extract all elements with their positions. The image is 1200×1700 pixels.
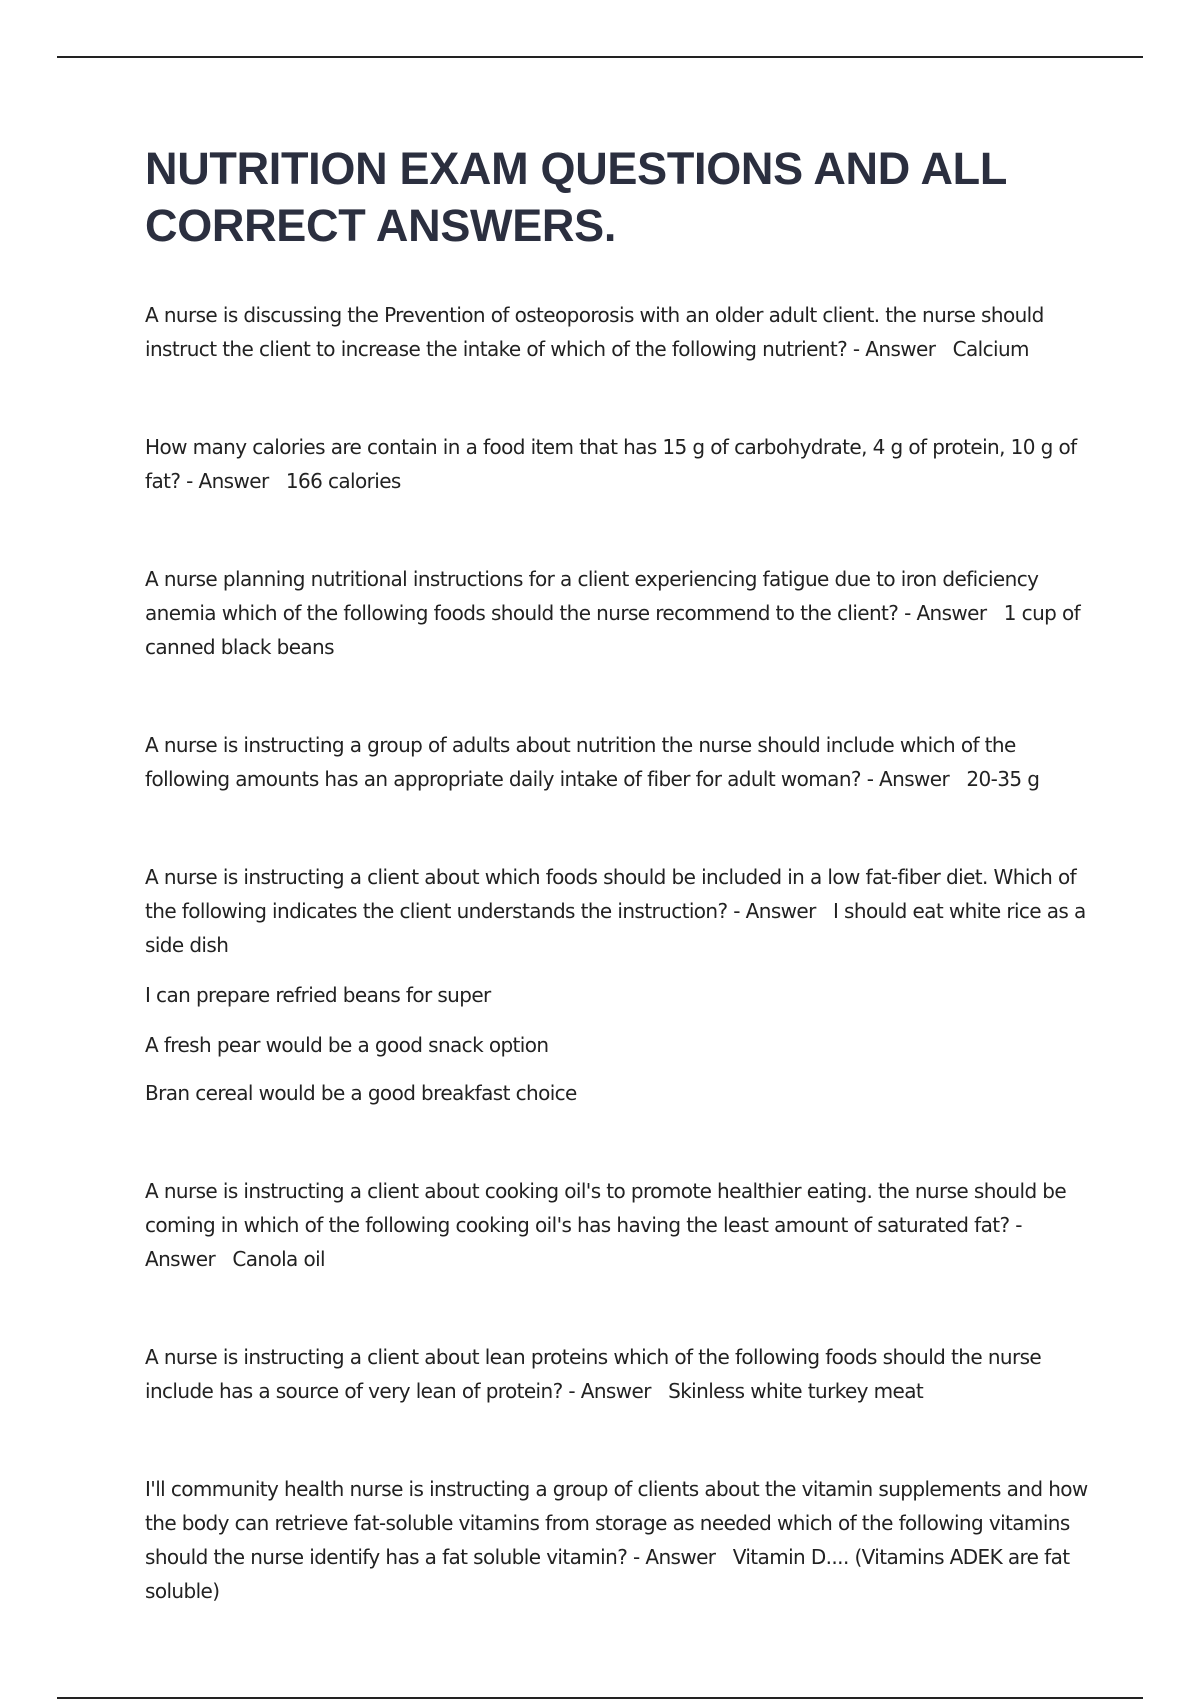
qa-item-6 bbox=[145, 1174, 1090, 1276]
answer-text: Vitamin D.... (Vitamins ADEK are fat soluble) bbox=[145, 1545, 1070, 1603]
answer-text: Calcium bbox=[952, 337, 1029, 361]
question-text: How many calories are contain in a food item that has 15 g of carbohydrate, 4 g of protein, 10 g of fat? bbox=[145, 435, 1077, 493]
question-text: A nurse is instructing a client about which foods should be included in a low fat-fiber diet. Which of the following indicates the client understands the instruction? bbox=[145, 865, 1077, 923]
qa-item-7 bbox=[145, 1340, 1090, 1408]
answer-text: 166 calories bbox=[285, 469, 401, 493]
answer-label: - Answer bbox=[733, 899, 816, 923]
question-text: A nurse planning nutritional instructions for a client experiencing fatigue due to iron deficiency anemia which of the following foods should the nurse recommend to the client? bbox=[145, 567, 1039, 625]
answer-option-line: A fresh pear would be a good snack option bbox=[145, 1033, 549, 1057]
qa-item-5 bbox=[145, 860, 1090, 962]
answer-option-line: Bran cereal would be a good breakfast choice bbox=[145, 1081, 577, 1105]
question-text: I'll community health nurse is instructing a group of clients about the vitamin supplements and how the body can retrieve fat-soluble vitamins from storage as needed which of the following vitamins should the nurse identify has a fat soluble vitamin? bbox=[145, 1477, 1088, 1569]
question-text: A nurse is instructing a group of adults about nutrition the nurse should include which of the following amounts has an appropriate daily intake of fiber for adult woman? bbox=[145, 733, 1016, 791]
top-rule bbox=[57, 56, 1143, 58]
answer-label: - Answer bbox=[852, 337, 936, 361]
qa-item-8 bbox=[145, 1472, 1090, 1608]
answer-label: - Answer bbox=[866, 767, 950, 791]
qa-item-4 bbox=[145, 728, 1090, 796]
answer-text: I should eat white rice as a side dish bbox=[145, 899, 1086, 957]
bottom-rule bbox=[57, 1697, 1143, 1699]
answer-label: - Answer bbox=[568, 1379, 651, 1403]
answer-text: 20-35 g bbox=[966, 767, 1040, 791]
page-title: NUTRITION EXAM QUESTIONS AND ALL CORRECT ANSWERS. bbox=[145, 143, 1007, 251]
answer-label: - Answer bbox=[632, 1545, 716, 1569]
answer-label: - Answer bbox=[904, 601, 987, 625]
question-text: A nurse is instructing a client about cooking oil's to promote healthier eating. the nurse should be coming in which of the following cooking oil's has having the least amount of saturated fat? bbox=[145, 1179, 1067, 1237]
document-body bbox=[145, 140, 1090, 1608]
question-text: A nurse is discussing the Prevention of osteoporosis with an older adult client. the nurse should instruct the client to increase the intake of which of the following nutrient? bbox=[145, 303, 1044, 361]
qa-item-1 bbox=[145, 298, 1090, 366]
question-text: A nurse is instructing a client about lean proteins which of the following foods should the nurse include has a source of very lean of protein? bbox=[145, 1345, 1042, 1403]
qa-item-3 bbox=[145, 562, 1090, 664]
answer-option-line: I can prepare refried beans for super bbox=[145, 983, 491, 1007]
answer-label: - Answer bbox=[186, 469, 269, 493]
answer-label: - Answer bbox=[145, 1213, 1022, 1271]
answer-text: Skinless white turkey meat bbox=[668, 1379, 924, 1403]
qa-item-2 bbox=[145, 430, 1090, 498]
answer-text: Canola oil bbox=[232, 1247, 325, 1271]
answer-text: 1 cup of canned black beans bbox=[145, 601, 1081, 659]
